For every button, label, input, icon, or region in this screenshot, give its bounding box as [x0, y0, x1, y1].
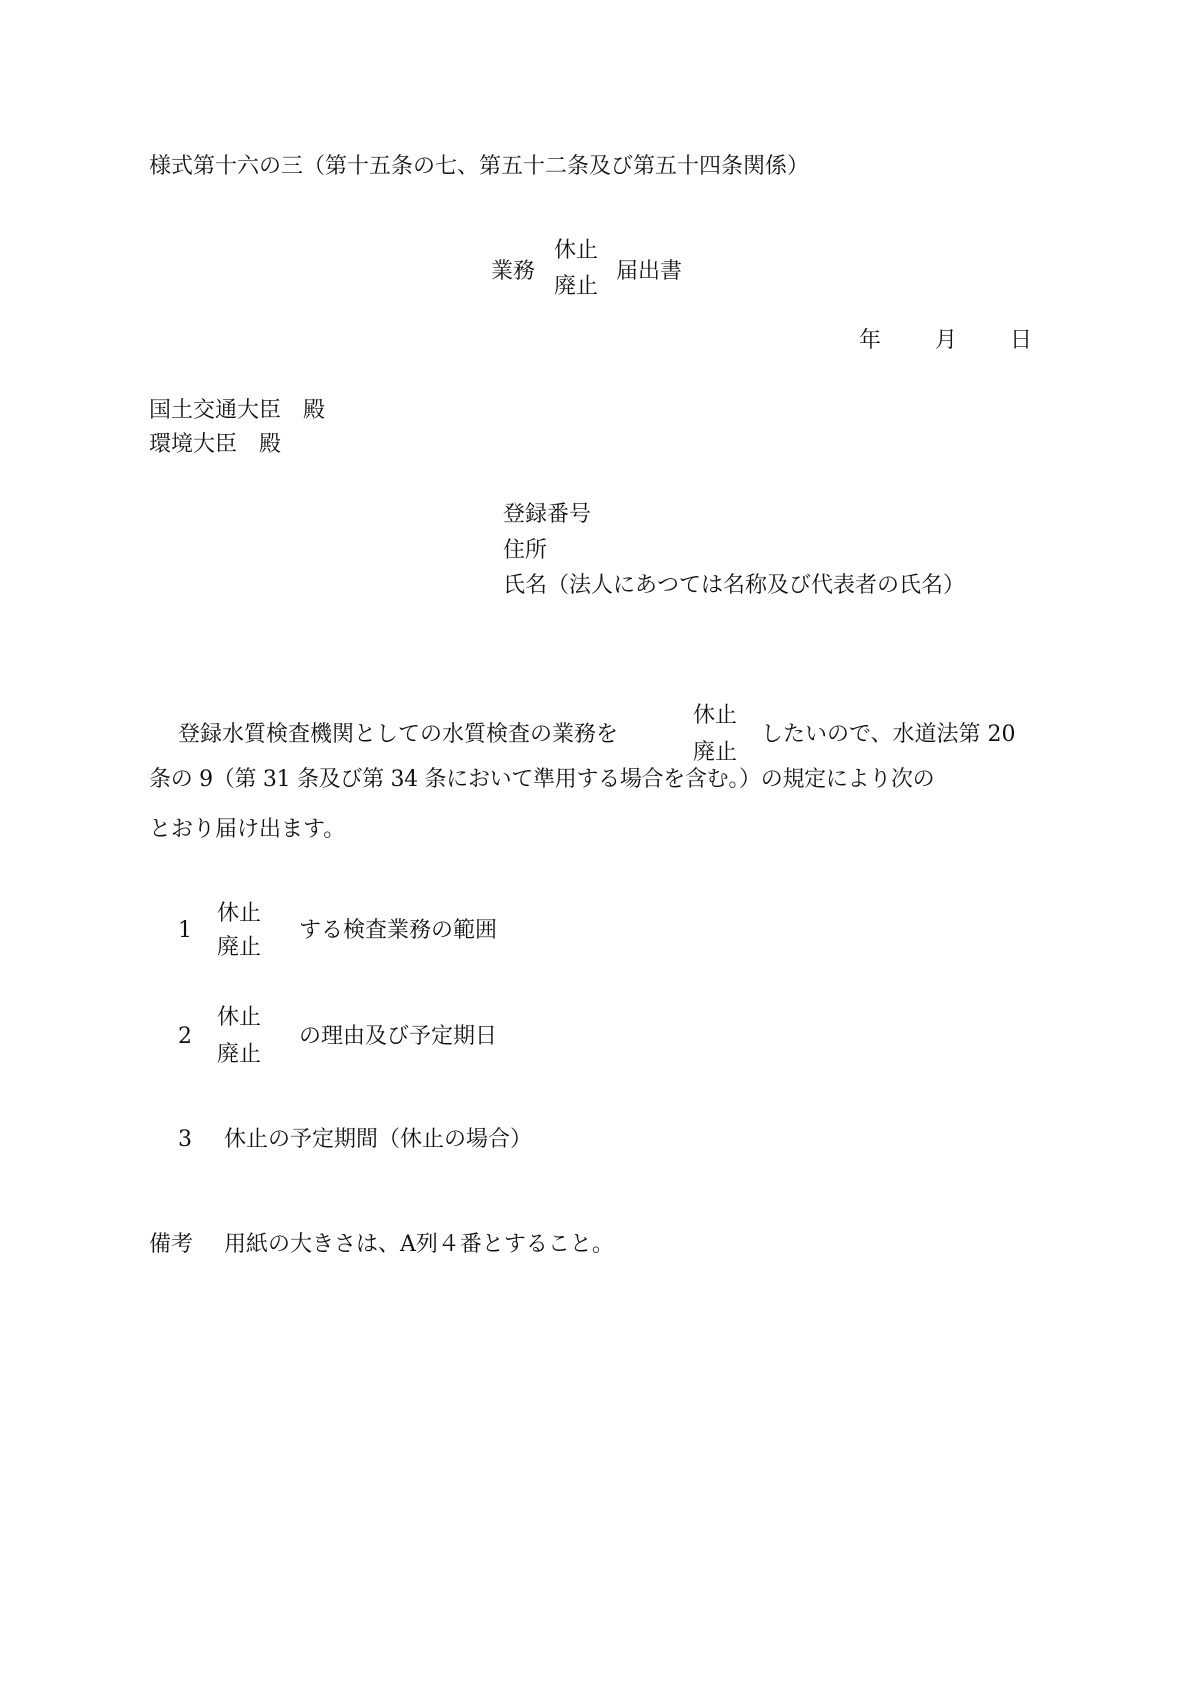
item-option-abolish: 廃止	[217, 1042, 262, 1067]
title-option-abolish: 廃止	[554, 274, 599, 299]
address-label: 住所	[503, 538, 548, 563]
date-year: 年	[859, 328, 882, 353]
addressee-env: 環境大臣 殿	[149, 432, 282, 457]
title-suffix: 届出書	[616, 259, 683, 284]
name-label: 氏名（法人にあつては名称及び代表者の氏名）	[503, 573, 966, 598]
body-line3: とおり届け出ます。	[149, 817, 346, 842]
body-line2: 条の 9（第 31 条及び第 34 条において準用する場合を含む。）の規定により次の	[149, 767, 935, 792]
body-line1-after: したいので、水道法第 20	[761, 722, 1016, 747]
registration-number-label: 登録番号	[503, 502, 592, 527]
date-month: 月	[935, 328, 958, 353]
body-option-suspend: 休止	[693, 703, 738, 728]
form-header: 様式第十六の三（第十五条の七、第五十二条及び第五十四条関係）	[149, 154, 810, 179]
note-text: 用紙の大きさは、A列４番とすること。	[224, 1232, 614, 1257]
date-day: 日	[1010, 328, 1033, 353]
item-number: 1	[178, 918, 192, 943]
body-option-abolish: 廃止	[693, 740, 738, 765]
note-label: 備考	[149, 1232, 194, 1257]
title-prefix: 業務	[491, 259, 536, 284]
item-number: 3	[178, 1127, 192, 1152]
item-text: する検査業務の範囲	[299, 918, 498, 943]
item-number: 2	[178, 1024, 192, 1049]
item-option-suspend: 休止	[217, 1005, 262, 1030]
item-option-abolish: 廃止	[217, 935, 262, 960]
document-page	[146, 150, 1031, 1260]
title-option-suspend: 休止	[554, 238, 599, 263]
body-line1-before: 登録水質検査機関としての水質検査の業務を	[178, 722, 619, 747]
item-option-suspend: 休止	[217, 901, 262, 926]
item-text: の理由及び予定期日	[299, 1024, 498, 1049]
addressee-mlit: 国土交通大臣 殿	[149, 398, 326, 423]
item-text: 休止の予定期間（休止の場合）	[224, 1127, 533, 1152]
